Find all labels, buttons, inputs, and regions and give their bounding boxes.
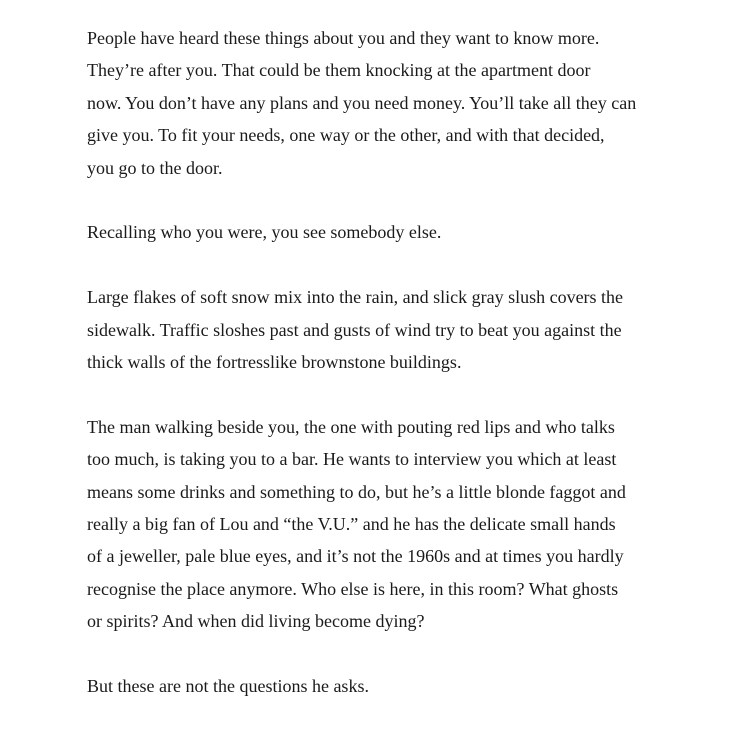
- text-line: sidewalk. Traffic sloshes past and gusts of wind try to beat you against the: [87, 319, 622, 340]
- text-line: of a jeweller, pale blue eyes, and it’s not the 1960s and at times you hardly: [87, 546, 624, 567]
- text-line: give you. To fit your needs, one way or the other, and with that decided,: [87, 125, 605, 146]
- text-line: The man walking beside you, the one with pouting red lips and who talks: [87, 416, 615, 437]
- text-line: But these are not the questions he asks.: [87, 676, 369, 697]
- text-line: They’re after you. That could be them knocking at the apartment door: [87, 60, 591, 81]
- text-line: really a big fan of Lou and “the V.U.” and he has the delicate small hands: [87, 514, 616, 535]
- text-line: Large flakes of soft snow mix into the rain, and slick gray slush covers the: [87, 287, 624, 308]
- paragraph-4: [87, 411, 657, 638]
- text-line: means some drinks and something to do, but he’s a little blonde faggot and: [87, 481, 626, 502]
- text-line: People have heard these things about you and they want to know more.: [87, 28, 600, 48]
- text-line: recognise the place anymore. Who else is here, in this room? What ghosts: [87, 578, 619, 599]
- text-line: Recalling who you were, you see somebody else.: [87, 222, 442, 243]
- text-line: thick walls of the fortresslike brownstone buildings.: [87, 352, 462, 373]
- text-line: too much, is taking you to a bar. He wants to interview you which at least: [87, 449, 617, 470]
- body-text: [87, 22, 657, 735]
- text-line: you go to the door.: [87, 157, 223, 178]
- text-line: or spirits? And when did living become dying?: [87, 611, 425, 632]
- paragraph-1: [87, 22, 657, 184]
- paragraph-2: [87, 216, 657, 248]
- paragraph-5: [87, 670, 657, 702]
- text-line: now. You don’t have any plans and you need money. You’ll take all they can: [87, 92, 637, 113]
- paragraph-3: [87, 281, 657, 378]
